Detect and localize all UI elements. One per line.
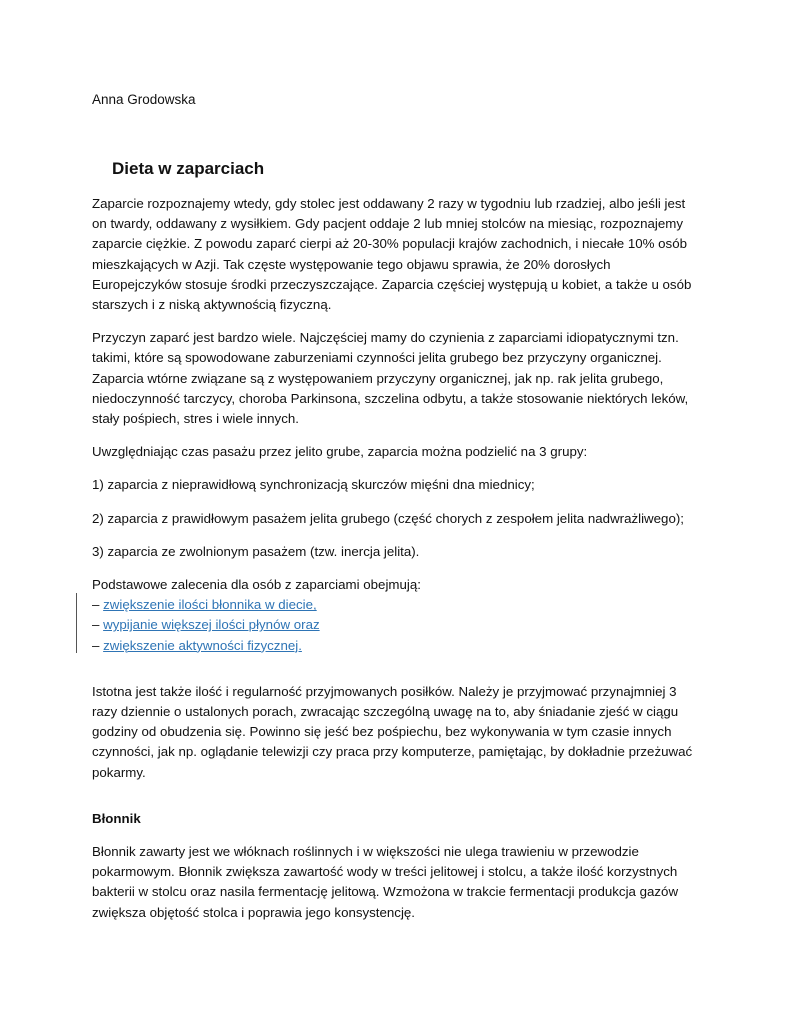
recommendation-link-fiber[interactable]: zwiększenie ilości błonnika w diecie,: [103, 597, 317, 613]
list-item-group-2: 2) zaparcia z prawidłowym pasażem jelita grubego (część chorych z zespołem jelita nadwrażliwego);: [92, 510, 684, 526]
section-heading-fiber: Błonnik: [92, 810, 141, 826]
recommendation-item: [92, 636, 702, 656]
author-name: Anna Grodowska: [92, 92, 196, 107]
recommendation-item: [92, 615, 702, 635]
paragraph-fiber: Błonnik zawarty jest we włóknach roślinnych i w większości nie ulega trawieniu w przewodzie pokarmowym. Błonnik zwiększa zawartość wody w treści jelitowej i stolcu, a także ilość korzystnych bakterii w stolcu oraz nasila fermentację jelitową. Wzmożona w trakcie fermentacji produkcja gazów zwiększa objętość stolca i poprawia jego konsystencję.: [92, 844, 679, 920]
list-dash: –: [92, 617, 100, 633]
paragraph-causes: Przyczyn zaparć jest bardzo wiele. Najczęściej mamy do czynienia z zaparciami idiopatycznymi tzn. takimi, które są spowodowane zaburzeniami czynności jelita grubego bez przyczyny organicznej. Zaparcia wtórne związane są z występowaniem przyczyny organicznej, jak np. rak jelita grubego, niedoczynność tarczycy, choroba Parkinsona, szczelina odbytu, a także stosowanie niektórych leków, stały pośpiech, stres i wiele innych.: [92, 330, 689, 427]
list-dash: –: [92, 597, 100, 613]
recommendation-link-activity[interactable]: zwiększenie aktywności fizycznej.: [103, 637, 302, 653]
list-dash: –: [92, 637, 100, 653]
list-item-group-3: 3) zaparcia ze zwolnionym pasażem (tzw. inercja jelita).: [92, 543, 420, 559]
recommendation-link-fluids[interactable]: wypijanie większej ilości płynów oraz: [103, 617, 320, 633]
paragraph-meals: Istotna jest także ilość i regularność przyjmowanych posiłków. Należy je przyjmować przynajmniej 3 razy dziennie o ustalonych porach, zwracając szczególną uwagę na to, aby śniadanie zjeść w ciągu godziny od obudzenia się. Powinno się jeść bez pośpiechu, bez wykonywania w tym czasie innych czynności, jak np. oglądanie telewizji czy praca przy komputerze, pamiętając, by dokładnie przeżuwać pokarmy.: [92, 683, 693, 780]
recommendations-intro: Podstawowe zalecenia dla osób z zaparciami obejmują:: [92, 577, 421, 593]
document-title: Dieta w zaparciach: [112, 159, 265, 178]
paragraph-groups-intro: Uwzględniając czas pasażu przez jelito grube, zaparcia można podzielić na 3 grupy:: [92, 444, 588, 460]
document-body: [92, 194, 702, 923]
list-item-group-1: 1) zaparcia z nieprawidłową synchronizacją skurczów mięśni dna miednicy;: [92, 477, 535, 493]
paragraph-definition: Zaparcie rozpoznajemy wtedy, gdy stolec jest oddawany 2 razy w tygodniu lub rzadziej, albo jeśli jest on twardy, oddawany z wysiłkiem. Gdy pacjent oddaje 2 lub mniej stolców na miesiąc, rozpoznajemy zaparcie ciężkie. Z powodu zaparć cierpi aż 20-30% populacji krajów zachodnich, i niecałe 10% osób mieszkających w Azji. Tak częste występowanie tego objawu sprawia, że 20% dorosłych Europejczyków stosuje środki przeczyszczające. Zaparcia częściej występują u kobiet, a także u osób starszych i z niską aktywnością fizyczną.: [92, 196, 692, 313]
recommendation-item: [92, 595, 702, 615]
revision-change-bar: [76, 593, 77, 653]
